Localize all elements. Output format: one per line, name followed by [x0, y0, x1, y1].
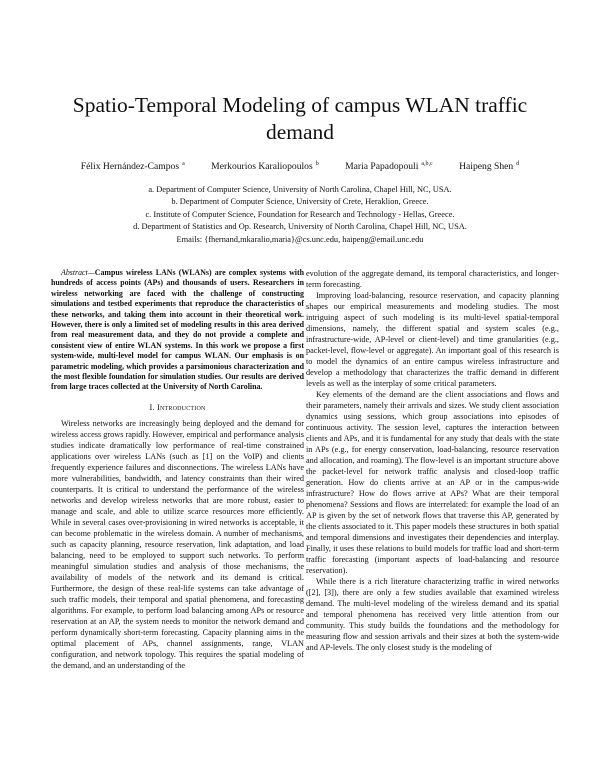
abstract-text: Campus wireless LANs (WLANs) are complex systems with hundreds of access points (APs) and thousands of users. Researchers in wireless networking are faced with the challenge of constructing simulations and testbed experiments that reproduce the characteristics of these networks, and taking them into account in their theoretical work. However, there is only a limited set of modeling results in this area derived from real measurement data, and they do not provide a complete and consistent view of entire WLAN systems. In this work we propose a first system-wide, multi-level model for campus WLAN. Our emphasis is on parametric modeling, which provides a parsimonious characterization and the most flexible foundation for simulation studies. Our results are derived from large traces collected at the University of North Carolina. — [51, 268, 304, 392]
abstract-dash: — — [87, 268, 95, 277]
author-name: Merkourios Karaliopoulos — [211, 161, 313, 172]
affiliation-line: c. Institute of Computer Science, Foundation for Research and Technology - Hellas, Greece. — [145, 209, 455, 219]
affiliation-line: a. Department of Computer Science, University of North Carolina, Chapel Hill, NC, USA. — [148, 185, 452, 194]
author-name: Félix Hernández-Campos — [80, 161, 180, 172]
author-entry — [81, 161, 185, 172]
author-name: Haipeng Shen — [459, 161, 514, 172]
body-paragraph: Improving load-balancing, resource reservation, and capacity planning shapes our empirical measurements and modeling studies. The most intriguing aspect of such modeling is its multi-level spatial-temporal dimensions, namely, the different spatial and system scales (e.g., infrastructure-wide, AP-level or client-level) and time granularities (e.g., packet-level, flow-level or aggregate). An important goal of this research is to model the dynamics of an entire campus wireless infrastructure and develop a methodology that characterizes the traffic demand in different levels as well as the interplay of some critical parameters. — [306, 291, 559, 388]
author-entry — [211, 161, 319, 172]
intro-paragraph: Wireless networks are increasingly being deployed and the demand for wireless access grows rapidly. However, empirical and performance analysis studies indicate dramatically low performance of real-time constrained applications over wireless LANs (such as [1] on the VoIP) and clients frequently experience failures and disconnections. The wireless LANs have more vulnerabilities, bandwidth, and latency constraints than their wired counterparts. It is critical to understand the performance of the wireless networks and develop wireless networks that are more robust, easier to manage and scale, and able to utilize scarce resources more efficiently. While in several cases over-provisioning in wired networks is acceptable, it can become problematic in the wireless domain. A number of mechanisms, such as capacity planning, resource reservation, link adaptation, and load balancing, need to be employed to support such networks. To perform meaningful simulation studies and analysis of those mechanisms, the availability of models of the network and its demand is critical. Furthermore, the design of these real-life systems can take advantage of such traffic models, their temporal and spatial phenomena, and forecasting algorithms. For example, to perform load balancing among APs or resource reservation at an AP, the system needs to monitor the network demand and perform dynamically short-term forecasting. Capacity planning aims in the optimal placement of APs, channel assignments, range, VLAN configuration, and network topology. This requires the spatial modeling of the demand, and an understanding of the — [51, 418, 304, 670]
left-column — [51, 268, 304, 671]
author-affiliation-mark: d — [516, 161, 520, 167]
abstract — [51, 268, 304, 393]
affiliation-line: d. Department of Statistics and Op. Research, University of North Carolina, Chapel Hill, NC, USA. — [133, 222, 467, 232]
author-list — [30, 161, 570, 172]
affiliation-list — [30, 184, 570, 246]
author-affiliation-mark: a,b,c — [421, 161, 433, 167]
email-line: Emails: {fhernand,mkaralio,maria}@cs.unc.edu, haipeng@email.unc.edu — [176, 234, 424, 244]
body-paragraph: Key elements of the demand are the client associations and flows and their parameters, namely their arrivals and sizes. We study client association dynamics using sessions, which group associations into episodes of continuous activity. The session level, captures the interaction between clients and APs, and it is fundamental for any study that deals with the state in APs (e.g., for energy conservation, load-balancing, resource reservation and allocation, and roaming). The flow-level is an important structure above the packet-level for network traffic analysis and closed-loop traffic generation. How do clients arrive at an AP or in the campus-wide infrastructure? How do flows arrive at APs? What are their temporal phenomena? Sessions and flows are interrelated: for example the load of an AP is given by the set of network flows that traverse this AP, generated by the clients associated to it. This paper models these structures in both spatial and temporal dimensions and investigates their dependencies and interplay. Finally, it uses these relations to build models for traffic load and short-term traffic forecasting (important aspects of load-balancing and resource reservation). — [306, 390, 559, 575]
author-affiliation-mark: b — [315, 161, 319, 167]
right-column — [306, 268, 559, 653]
section-heading-introduction: I. Introduction — [149, 402, 206, 412]
continuation-paragraph: evolution of the aggregate demand, its temporal characteristics, and longer-term forecasting. — [306, 269, 559, 289]
paper-title: Spatio-Temporal Modeling of campus WLAN traffic demand — [72, 93, 528, 144]
abstract-lead: Abstract — [61, 268, 88, 277]
affiliation-line: b. Department of Computer Science, University of Crete, Heraklion, Greece. — [171, 197, 429, 207]
author-entry — [459, 161, 519, 172]
body-paragraph: While there is a rich literature characterizing traffic in wired networks ([2], [3]), there are only a few studies available that examined wireless demand. The multi-level modeling of the wireless demand and its spatial and temporal phenomena has received very little attention from our community. This study builds the foundations and the methodology for measuring flow and session arrivals and their sizes at both the system-wide and AP-levels. The only closest study is the modeling of — [306, 577, 559, 652]
author-affiliation-mark: a — [182, 161, 185, 167]
author-name: Maria Papadopouli — [345, 161, 419, 172]
author-entry — [345, 161, 433, 172]
